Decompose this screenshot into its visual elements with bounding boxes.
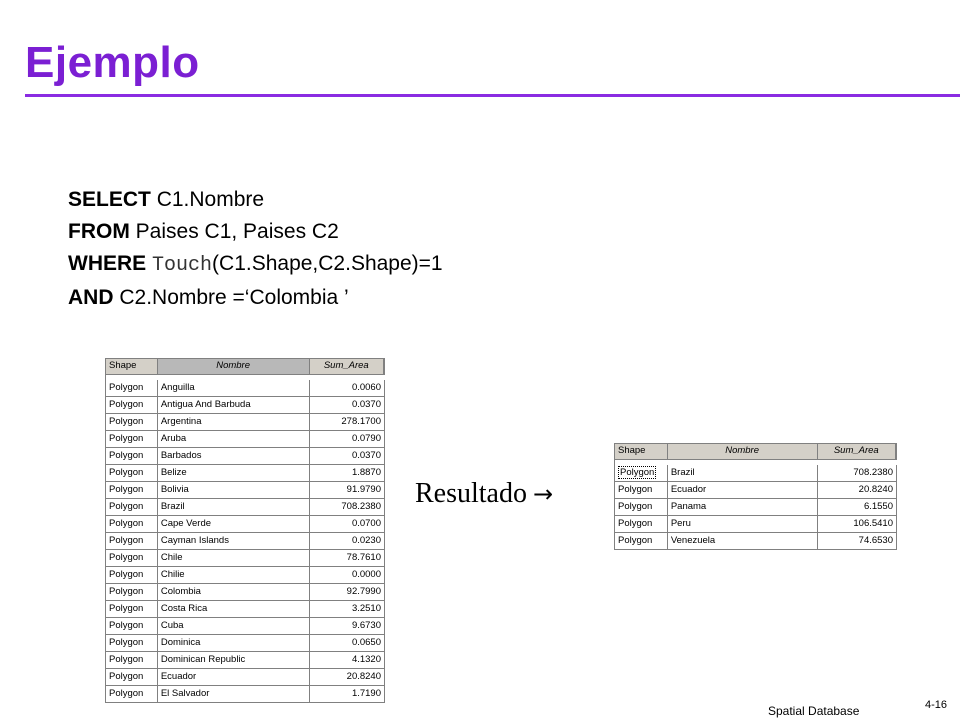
cell-nombre [158, 431, 310, 447]
cell-nombre [158, 516, 310, 532]
cell-shape [106, 380, 158, 396]
arrow-right-icon: → [533, 480, 554, 508]
cell-shape [615, 533, 668, 549]
cell-sum-area-text: 278.1700 [341, 416, 381, 427]
cell-sum-area-text: 708.2380 [853, 467, 893, 478]
cell-shape-text: Polygon [109, 518, 144, 529]
cell-nombre [668, 533, 818, 549]
table-row[interactable] [105, 652, 385, 669]
table-row[interactable] [105, 431, 385, 448]
cell-sum-area [310, 380, 385, 396]
cell-nombre-text: Ecuador [160, 671, 197, 682]
cell-shape [106, 601, 158, 617]
cell-nombre-text: Brazil [670, 467, 695, 478]
cell-sum-area-text: 0.0700 [351, 518, 381, 529]
table-row[interactable] [614, 516, 897, 533]
table-row[interactable] [614, 533, 897, 550]
cell-sum-area-text: 6.1550 [863, 501, 893, 512]
cell-shape [106, 635, 158, 651]
cell-sum-area-text: 106.5410 [853, 518, 893, 529]
cell-nombre-text: Costa Rica [160, 603, 208, 614]
cell-shape-text: Polygon [109, 671, 144, 682]
sql-text: (C1.Shape,C2.Shape)=1 [212, 252, 443, 275]
cell-shape [106, 652, 158, 668]
cell-sum-area [310, 652, 385, 668]
cell-shape [106, 397, 158, 413]
cell-shape-text: Polygon [109, 603, 144, 614]
cell-nombre [668, 516, 818, 532]
cell-sum-area [310, 635, 385, 651]
table-row[interactable] [105, 465, 385, 482]
cell-nombre-text: Cape Verde [160, 518, 212, 529]
table-body [614, 465, 897, 550]
cell-shape [106, 431, 158, 447]
cell-sum-area-text: 0.0230 [351, 535, 381, 546]
slide-title: Ejemplo [25, 38, 200, 87]
table-row[interactable] [105, 669, 385, 686]
cell-sum-area-text: 78.7610 [346, 552, 381, 563]
sql-query [68, 184, 443, 314]
cell-sum-area [310, 482, 385, 498]
cell-nombre [668, 482, 818, 498]
cell-sum-area-text: 9.6730 [351, 620, 381, 631]
cell-sum-area-text: 0.0370 [351, 450, 381, 461]
sql-function: Touch [152, 254, 213, 277]
sql-keyword: AND [68, 286, 114, 309]
cell-shape [106, 499, 158, 515]
cell-sum-area [310, 686, 385, 702]
cell-shape-text: Polygon [109, 569, 144, 580]
result-table [614, 443, 897, 550]
cell-sum-area-text: 20.8240 [858, 484, 893, 495]
cell-nombre-text: Anguilla [160, 382, 195, 393]
cell-sum-area [310, 414, 385, 430]
column-header-sum-area[interactable]: Sum_Area [818, 444, 896, 459]
cell-sum-area-text: 1.7190 [351, 688, 381, 699]
cell-nombre [158, 397, 310, 413]
cell-nombre-text: El Salvador [160, 688, 210, 699]
cell-nombre [158, 669, 310, 685]
table-row[interactable] [105, 618, 385, 635]
sql-text: C1.Nombre [156, 188, 265, 211]
table-row[interactable] [105, 567, 385, 584]
table-body [105, 380, 385, 703]
cell-shape-text: Polygon [109, 450, 144, 461]
cell-nombre [668, 465, 818, 481]
cell-shape [615, 516, 668, 532]
cell-shape [106, 482, 158, 498]
cell-sum-area [310, 448, 385, 464]
result-label [415, 478, 553, 510]
table-header [614, 443, 897, 460]
cell-nombre-text: Aruba [160, 433, 187, 444]
cell-shape [106, 584, 158, 600]
table-row[interactable] [105, 499, 385, 516]
table-row[interactable] [105, 516, 385, 533]
cell-nombre-text: Dominican Republic [160, 654, 246, 665]
cell-sum-area [310, 567, 385, 583]
cell-sum-area-text: 1.8870 [351, 467, 381, 478]
cell-nombre [158, 618, 310, 634]
cell-nombre-text: Dominica [160, 637, 201, 648]
cell-sum-area-text: 0.0650 [351, 637, 381, 648]
cell-shape-text: Polygon [109, 637, 144, 648]
table-row[interactable] [614, 499, 897, 516]
table-header [105, 358, 385, 375]
cell-shape [106, 516, 158, 532]
cell-nombre [668, 499, 818, 515]
table-row[interactable] [105, 448, 385, 465]
cell-nombre [158, 465, 310, 481]
cell-sum-area [818, 482, 897, 498]
cell-sum-area [310, 431, 385, 447]
cell-shape-text: Polygon [109, 382, 144, 393]
sql-keyword: FROM [68, 220, 130, 243]
cell-nombre-text: Ecuador [670, 484, 707, 495]
cell-nombre [158, 448, 310, 464]
cell-nombre [158, 584, 310, 600]
cell-nombre-text: Barbados [160, 450, 202, 461]
cell-nombre-text: Panama [670, 501, 707, 512]
cell-shape [106, 448, 158, 464]
cell-sum-area [310, 499, 385, 515]
column-header-sum-area[interactable]: Sum_Area [310, 359, 384, 374]
column-header-shape[interactable]: Shape [615, 444, 668, 459]
cell-shape-text: Polygon [109, 399, 144, 410]
cell-sum-area [818, 516, 897, 532]
cell-shape-text: Polygon [109, 586, 144, 597]
cell-shape [106, 550, 158, 566]
cell-shape-text: Polygon [109, 535, 144, 546]
cell-sum-area [310, 669, 385, 685]
result-text: Resultado [415, 478, 527, 509]
cell-shape-text: Polygon [109, 484, 144, 495]
cell-nombre-text: Peru [670, 518, 691, 529]
table-row[interactable] [105, 686, 385, 703]
cell-sum-area-text: 74.6530 [858, 535, 893, 546]
cell-sum-area [310, 618, 385, 634]
table-row[interactable] [105, 414, 385, 431]
cell-shape-text: Polygon [618, 484, 653, 495]
cell-shape-text: Polygon [109, 467, 144, 478]
cell-sum-area [310, 465, 385, 481]
cell-nombre-text: Cuba [160, 620, 184, 631]
sql-line-from [68, 216, 443, 248]
sql-line-select [68, 184, 443, 216]
table-row[interactable] [614, 465, 897, 482]
cell-nombre [158, 482, 310, 498]
cell-nombre-text: Colombia [160, 586, 201, 597]
cell-nombre [158, 550, 310, 566]
cell-nombre-text: Bolivia [160, 484, 189, 495]
cell-nombre-text: Cayman Islands [160, 535, 229, 546]
cell-shape-text: Polygon [618, 535, 653, 546]
cell-nombre [158, 567, 310, 583]
cell-shape [106, 618, 158, 634]
cell-sum-area-text: 0.0060 [351, 382, 381, 393]
cell-sum-area [310, 550, 385, 566]
column-header-shape[interactable]: Shape [106, 359, 158, 374]
cell-nombre-text: Chilie [160, 569, 185, 580]
cell-shape [106, 669, 158, 685]
cell-sum-area [818, 533, 897, 549]
cell-shape [615, 499, 668, 515]
cell-nombre [158, 652, 310, 668]
cell-sum-area [818, 499, 897, 515]
table-row[interactable] [105, 380, 385, 397]
column-header-nombre[interactable]: Nombre [668, 444, 818, 459]
table-row[interactable] [105, 533, 385, 550]
table-row[interactable] [614, 482, 897, 499]
sql-keyword: WHERE [68, 252, 147, 275]
sql-keyword: SELECT [68, 188, 151, 211]
cell-shape-text: Polygon [109, 433, 144, 444]
cell-sum-area-text: 0.0370 [351, 399, 381, 410]
cell-shape [106, 465, 158, 481]
cell-nombre [158, 686, 310, 702]
cell-nombre [158, 635, 310, 651]
column-header-nombre[interactable]: Nombre [158, 359, 310, 374]
cell-sum-area-text: 4.1320 [351, 654, 381, 665]
cell-shape-text: Polygon [620, 467, 655, 478]
cell-sum-area [310, 601, 385, 617]
cell-sum-area-text: 0.0000 [351, 569, 381, 580]
cell-nombre-text: Brazil [160, 501, 185, 512]
slide-number: 4-16 [925, 699, 948, 711]
table-row[interactable] [105, 397, 385, 414]
cell-sum-area [818, 465, 897, 481]
footer-label: Spatial Database [768, 704, 860, 718]
cell-shape-text: Polygon [618, 518, 653, 529]
cell-nombre-text: Antigua And Barbuda [160, 399, 251, 410]
table-row[interactable] [105, 550, 385, 567]
sql-line-where [68, 248, 443, 282]
cell-nombre-text: Belize [160, 467, 187, 478]
countries-table [105, 358, 385, 699]
cell-shape [615, 465, 668, 481]
cell-shape-text: Polygon [109, 688, 144, 699]
cell-sum-area [310, 516, 385, 532]
cell-nombre [158, 380, 310, 396]
cell-nombre [158, 414, 310, 430]
sql-text: C2.Nombre =‘Colombia ’ [119, 286, 349, 309]
cell-nombre-text: Chile [160, 552, 183, 563]
cell-shape [106, 567, 158, 583]
sql-text: Paises C1, Paises C2 [135, 220, 339, 243]
cell-shape [106, 686, 158, 702]
cell-sum-area-text: 91.9790 [346, 484, 381, 495]
cell-nombre-text: Argentina [160, 416, 202, 427]
table-row[interactable] [105, 601, 385, 618]
cell-sum-area-text: 0.0790 [351, 433, 381, 444]
cell-sum-area-text: 20.8240 [346, 671, 381, 682]
cell-sum-area-text: 708.2380 [341, 501, 381, 512]
cell-sum-area-text: 92.7990 [346, 586, 381, 597]
sql-line-and [68, 282, 443, 314]
cell-shape-text: Polygon [109, 620, 144, 631]
cell-sum-area [310, 397, 385, 413]
cell-nombre-text: Venezuela [670, 535, 716, 546]
title-divider [25, 94, 960, 97]
table-row[interactable] [105, 635, 385, 652]
cell-shape [615, 482, 668, 498]
cell-sum-area [310, 533, 385, 549]
table-row[interactable] [105, 584, 385, 601]
cell-shape-text: Polygon [109, 501, 144, 512]
cell-shape-text: Polygon [109, 654, 144, 665]
cell-shape-text: Polygon [109, 416, 144, 427]
cell-shape-text: Polygon [618, 501, 653, 512]
cell-nombre [158, 499, 310, 515]
cell-nombre [158, 601, 310, 617]
cell-sum-area [310, 584, 385, 600]
cell-shape-text: Polygon [109, 552, 144, 563]
cell-shape [106, 414, 158, 430]
cell-nombre [158, 533, 310, 549]
cell-sum-area-text: 3.2510 [351, 603, 381, 614]
cell-shape [106, 533, 158, 549]
table-row[interactable] [105, 482, 385, 499]
